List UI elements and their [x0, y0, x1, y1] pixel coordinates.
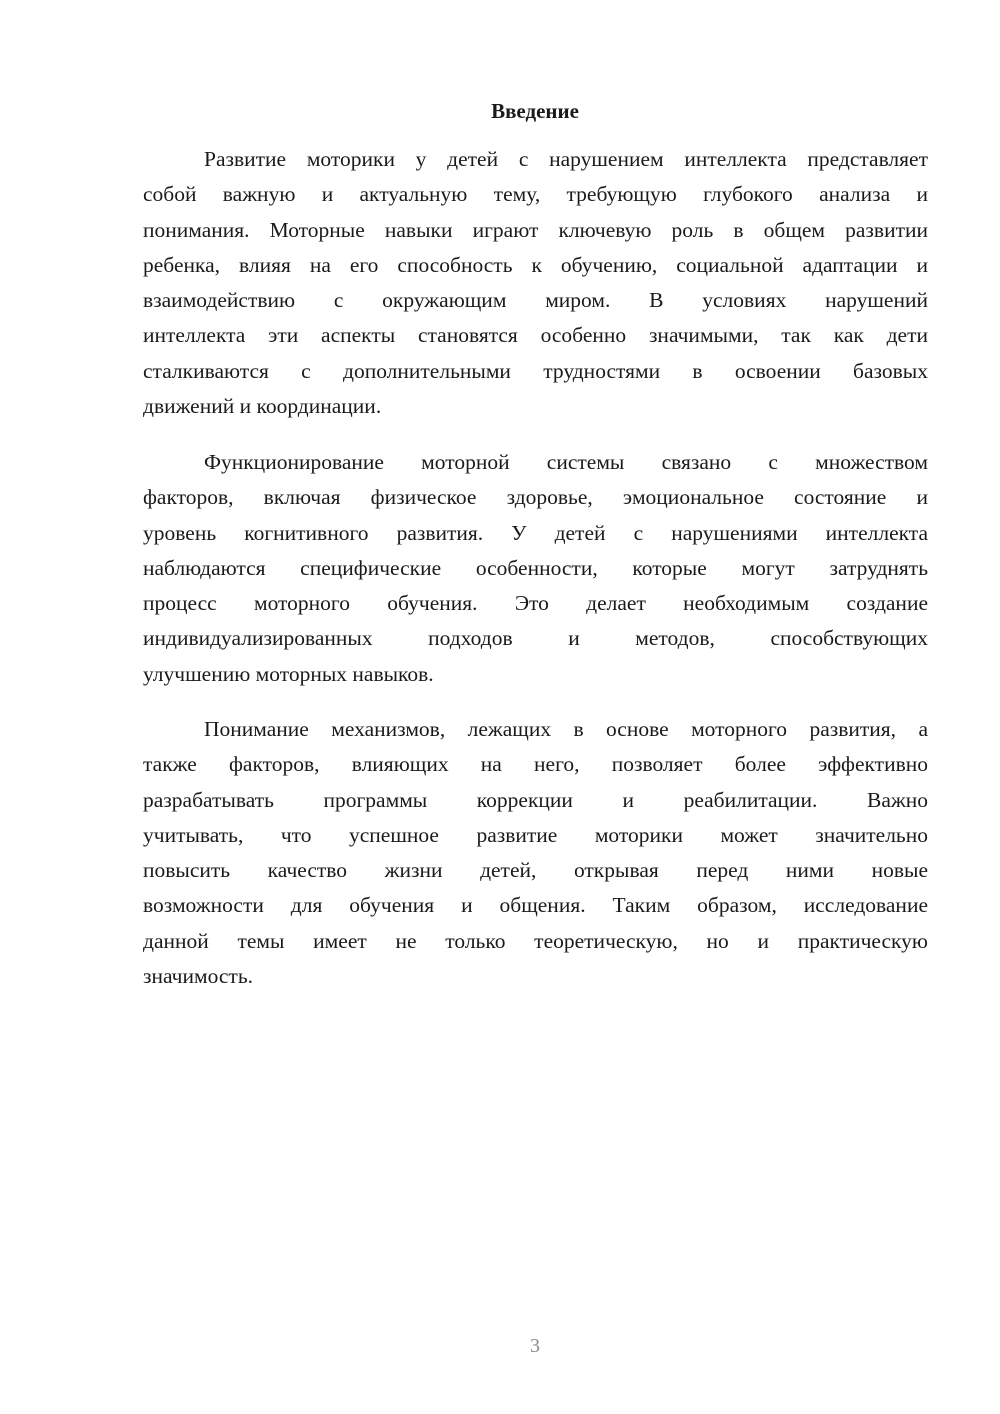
text-line: повысить качество жизни детей, открывая перед ними новые	[143, 858, 928, 883]
text-line: Развитие моторики у детей с нарушением интеллекта представляет	[204, 147, 928, 171]
text-line: процесс моторного обучения. Это делает необходимым создание	[143, 591, 928, 616]
text-line: также факторов, влияющих на него, позволяет более эффективно	[143, 752, 928, 777]
text-line: понимания. Моторные навыки играют ключевую роль в общем развитии	[143, 217, 928, 242]
text-line: Понимание механизмов, лежащих в основе моторного развития, а	[204, 717, 928, 741]
text-line: факторов, включая физическое здоровье, эмоциональное состояние и	[143, 485, 928, 510]
text-line: собой важную и актуальную тему, требующую глубокого анализа и	[143, 182, 928, 207]
text-line: движений и координации.	[143, 394, 382, 419]
paragraph-3	[143, 712, 928, 994]
text-line: наблюдаются специфические особенности, которые могут затруднять	[143, 555, 928, 580]
text-line: возможности для обучения и общения. Таким образом, исследование	[143, 893, 928, 918]
text-line: взаимодействию с окружающим миром. В условиях нарушений	[143, 288, 928, 313]
text-line: Функционирование моторной системы связано с множеством	[204, 450, 928, 474]
text-line: сталкиваются с дополнительными трудностями в освоении базовых	[143, 358, 928, 383]
text-line: уровень когнитивного развития. У детей с нарушениями интеллекта	[143, 520, 928, 545]
text-line: разрабатывать программы коррекции и реабилитации. Важно	[143, 787, 928, 812]
text-line: индивидуализированных подходов и методов, способствующих	[143, 626, 928, 651]
paragraph-1	[143, 142, 928, 424]
text-line: улучшению моторных навыков.	[143, 661, 434, 686]
text-line: данной темы имеет не только теоретическую, но и практическую	[143, 928, 928, 953]
text-line: интеллекта эти аспекты становятся особенно значимыми, так как дети	[143, 323, 928, 348]
text-line: учитывать, что успешное развитие моторики может значительно	[143, 822, 928, 847]
paragraph-2	[143, 445, 928, 692]
text-line: значимость.	[143, 964, 254, 989]
document-title: Введение	[491, 99, 579, 123]
page-number: 3	[530, 1335, 540, 1357]
text-line: ребенка, влияя на его способность к обучению, социальной адаптации и	[143, 252, 928, 277]
